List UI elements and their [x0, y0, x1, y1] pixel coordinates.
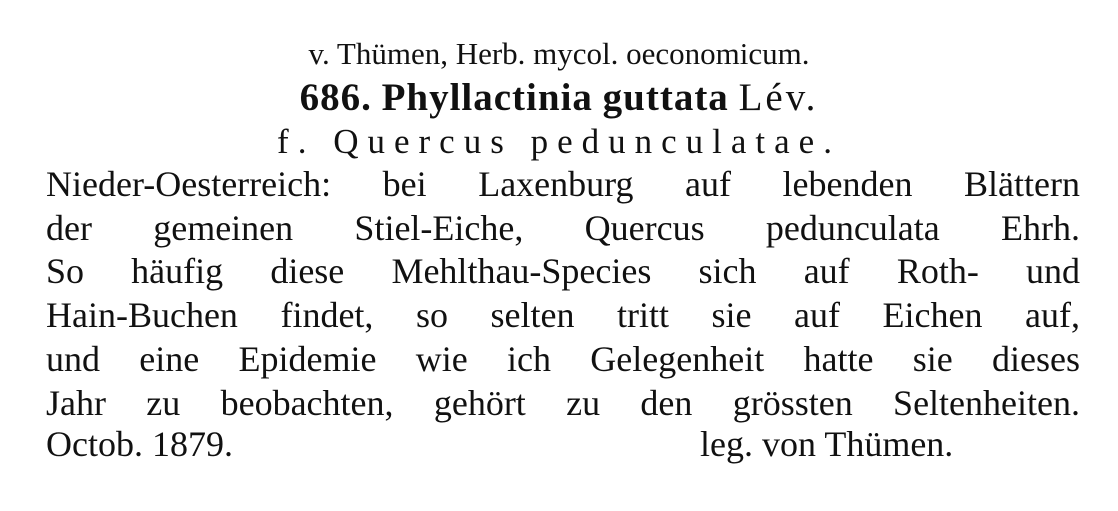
specimen-number: 686. — [299, 76, 372, 119]
description-line: der gemeinen Stiel-Eiche, Quercus pedunculata Ehrh. — [46, 208, 1080, 248]
collection-date: Octob. 1879. — [46, 424, 233, 464]
forma-name: f. Quercus pedunculatae. — [277, 122, 841, 161]
herbarium-series-line: v. Thümen, Herb. mycol. oeconomicum. — [308, 36, 810, 71]
description-line: So häufig diese Mehlthau-Species sich auf Roth- und — [46, 251, 1080, 291]
description-line: Jahr zu beobachten, gehört zu den grössten Seltenheiten. — [46, 383, 1080, 423]
description-line: und eine Epidemie wie ich Gelegenheit hatte sie dieses — [46, 339, 1080, 379]
specimen-title — [0, 78, 1118, 117]
description-line: Hain-Buchen findet, so selten tritt sie auf Eichen auf, — [46, 295, 1080, 335]
description-line: Nieder-Oesterreich: bei Laxenburg auf lebenden Blättern — [46, 164, 1080, 204]
collector-name: leg. von Thümen. — [700, 424, 954, 464]
forma-line — [0, 124, 1118, 159]
author-citation: Lév. — [738, 76, 819, 119]
genus-name: Phyllactinia — [381, 76, 593, 119]
species-name: guttata — [602, 76, 729, 119]
